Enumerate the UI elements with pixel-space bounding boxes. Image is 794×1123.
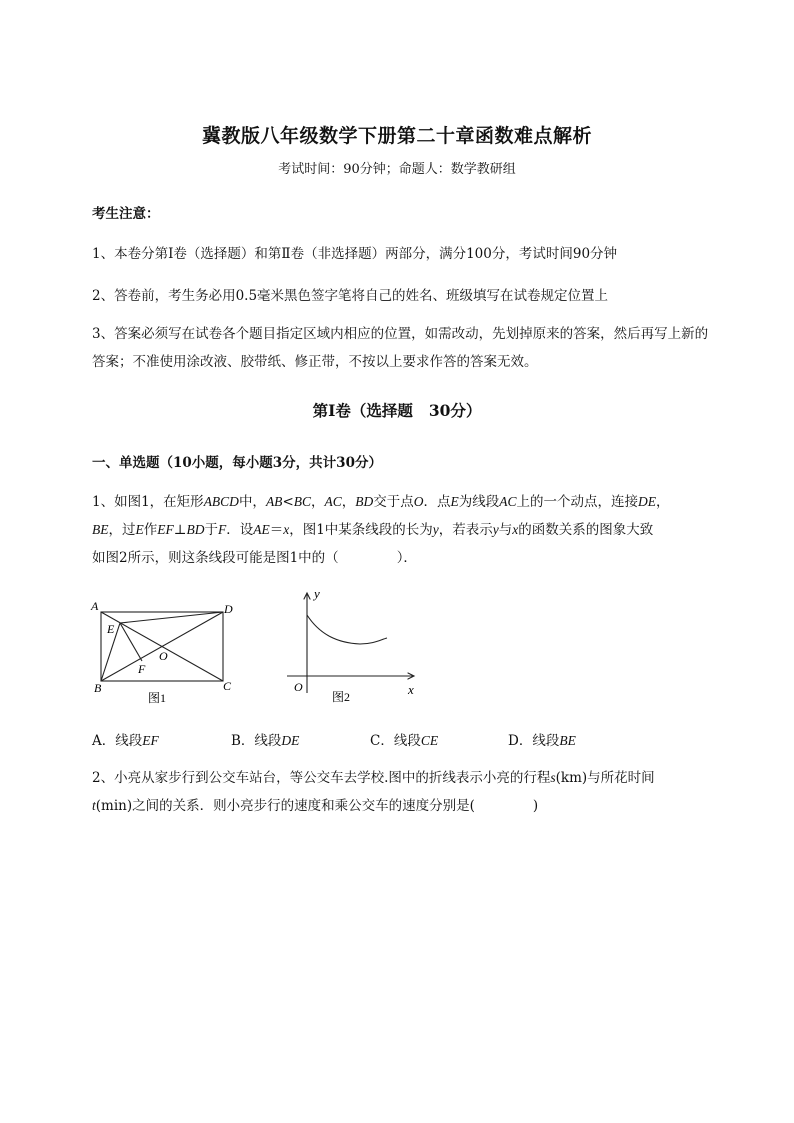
- label-d: D: [224, 602, 233, 616]
- label-c: C: [223, 679, 232, 693]
- q1-line-1: 1、如图1，在矩形ABCD中，AB<BC，AC，BD交于点O．点E为线段AC上的一个动点，连接DE，: [92, 494, 670, 510]
- q2-line-2: t(min)之间的关系．则小亮步行的速度和乘公交车的速度分别是( ): [92, 798, 539, 814]
- section-title-main: 第I卷（选择题: [312, 401, 413, 420]
- option-d[interactable]: D．线段BE: [508, 733, 576, 749]
- label-e: E: [107, 622, 115, 636]
- figure-2-caption: 图2: [332, 690, 351, 704]
- notice-item-1: 1、本卷分第I卷（选择题）和第Ⅱ卷（非选择题）两部分，满分100分，考试时间90分钟: [92, 246, 618, 262]
- q1-line-3: 如图2所示，则这条线段可能是图1中的（ ）．: [92, 550, 417, 566]
- q1-line-2: BE，过E作EF⊥BD于F．设AE＝x，图1中某条线段的长为y，若表示y与x的函数关系的图象大致: [92, 522, 654, 538]
- notice-item-2: 2、答卷前，考生务必用0.5毫米黑色签字笔将自己的姓名、班级填写在试卷规定位置上: [92, 288, 609, 304]
- figure-2: [280, 583, 425, 708]
- function-curve: [307, 615, 387, 644]
- label-a: A: [91, 599, 99, 613]
- question-2: [92, 764, 712, 820]
- part-heading: 一、单选题（10小题，每小题3分，共计30分）: [92, 455, 382, 471]
- figure-1-caption: 图1: [148, 691, 167, 705]
- page-title: 冀教版八年级数学下册第二十章函数难点解析: [201, 125, 592, 147]
- label-o: O: [159, 649, 168, 663]
- axis-label-x: x: [408, 682, 414, 697]
- option-a[interactable]: A．线段EF: [92, 733, 159, 749]
- label-f: F: [138, 662, 146, 676]
- section-title-score: 30分）: [428, 401, 482, 420]
- origin-label: O: [294, 680, 303, 694]
- q2-line-1: 2、小亮从家步行到公交车站台，等公交车去学校.图中的折线表示小亮的行程s(km)与所花时间: [92, 770, 655, 786]
- option-c[interactable]: C．线段CE: [370, 733, 439, 749]
- axis-label-y: y: [314, 586, 320, 601]
- exam-info: 考试时间：90分钟；命题人：数学教研组: [278, 162, 516, 177]
- label-b: B: [94, 681, 102, 695]
- question-1: [92, 488, 712, 572]
- notice-item-3: 3、答案必须写在试卷各个题目指定区域内相应的位置，如需改动，先划掉原来的答案，然后再写上新的答案；不准使用涂改液、胶带纸、修正带，不按以上要求作答的答案无效。: [92, 326, 709, 370]
- figure-1: [88, 598, 248, 708]
- section-title: [0, 399, 794, 421]
- notice-heading: 考生注意：: [92, 206, 160, 222]
- option-b[interactable]: B．线段DE: [231, 733, 300, 749]
